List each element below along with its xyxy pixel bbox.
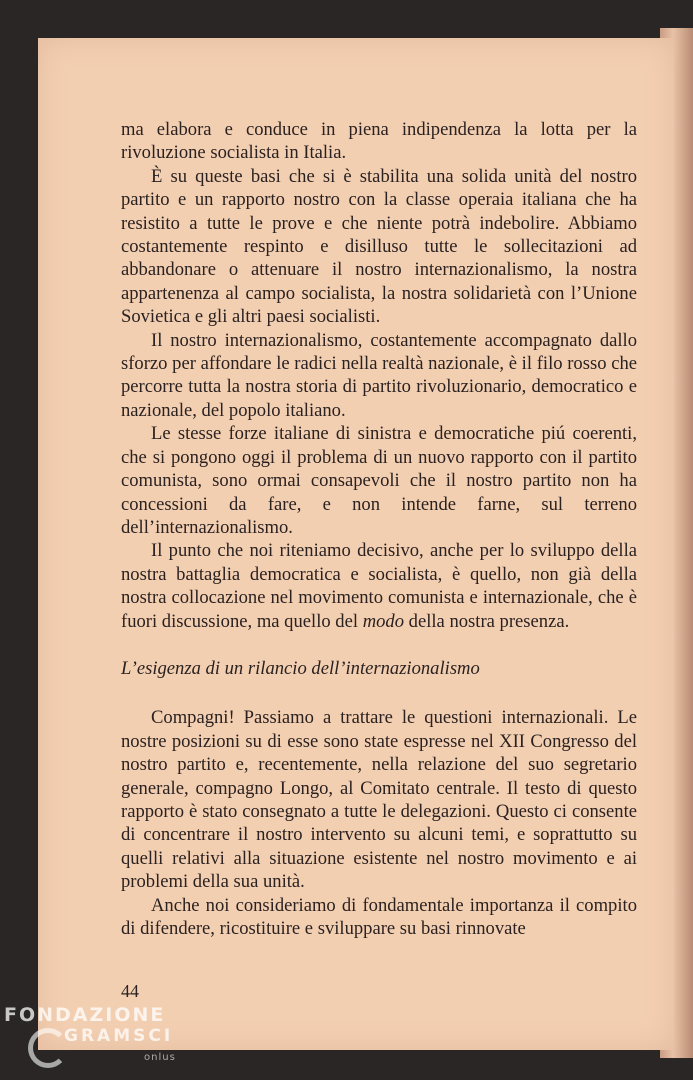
- paragraph-2: È su queste basi che si è stabilita una solida unità del nostro partito e un rapporto nostro con la classe operaia italiana che ha resistito a tutte le prove e che niente potrà indebolire. Abbiamo costantemente respinto e disilluso tutte le sollecitazioni ad abbandonare o attenuare il nostro internazionalismo, la nostra appartenenza al campo socialista, la nostra solidarietà con l’Unione Sovietica e gli altri paesi socialisti.: [121, 165, 637, 328]
- watermark-logo: [4, 1004, 176, 1063]
- watermark-subtitle: GRAMSCI: [64, 1026, 174, 1046]
- paragraph-5-text: Il punto che noi riteniamo decisivo, anche per lo sviluppo della nostra battaglia democratica e socialista, è quello, non già della nostra collocazione nel movimento comunista e internazionale, che è fuori discussione, ma quello del: [121, 540, 637, 632]
- book-page: [38, 38, 674, 1050]
- page-number: 44: [121, 981, 139, 1001]
- emphasis-word: modo: [362, 610, 405, 632]
- body-text: [121, 118, 637, 940]
- paragraph-3: Il nostro internazionalismo, costantemente accompagnato dallo sforzo per affondare le radici nella realtà nazionale, è il filo rosso che percorre tutta la nostra storia di partito rivoluzionario, democratico e nazionale, del popolo italiano.: [121, 329, 637, 421]
- paragraph-1: ma elabora e conduce in piena indipendenza la lotta per la rivoluzione socialista in Italia.: [121, 119, 637, 164]
- paragraph-4: Le stesse forze italiane di sinistra e democratiche piú coerenti, che si pongono oggi il problema di un nuovo rapporto con il partito comunista, sono ormai consapevoli che il nostro partito non ha concessioni da fare, e non intende farne, sul terreno dell’internazionalismo.: [121, 423, 637, 538]
- paragraph-5: [121, 539, 637, 633]
- section-heading: L’esigenza di un rilancio dell’internazionalismo: [121, 657, 480, 679]
- watermark-title: FONDAZIONE: [4, 1004, 166, 1026]
- watermark-g-icon: [28, 1028, 68, 1068]
- paragraph-6: Compagni! Passiamo a trattare le questioni internazionali. Le nostre posizioni su di esse sono state espresse nel XII Congresso del nostro partito e, recentemente, nella relazione del suo segretario generale, compagno Longo, al Comitato centrale. Il testo di questo rapporto è stato consegnato a tutte le delegazioni. Questo ci consente di concentrare il nostro intervento su alcuni temi, e soprattutto su quelli relativi alla situazione esistente nel nostro movimento e ai problemi della sua unità.: [121, 707, 637, 893]
- paragraph-5-end: della nostra presenza.: [404, 610, 570, 632]
- paragraph-7: Anche noi consideriamo di fondamentale importanza il compito di difendere, ricostituire e sviluppare su basi rinnovate: [121, 894, 637, 939]
- watermark-onlus: onlus: [144, 1052, 176, 1063]
